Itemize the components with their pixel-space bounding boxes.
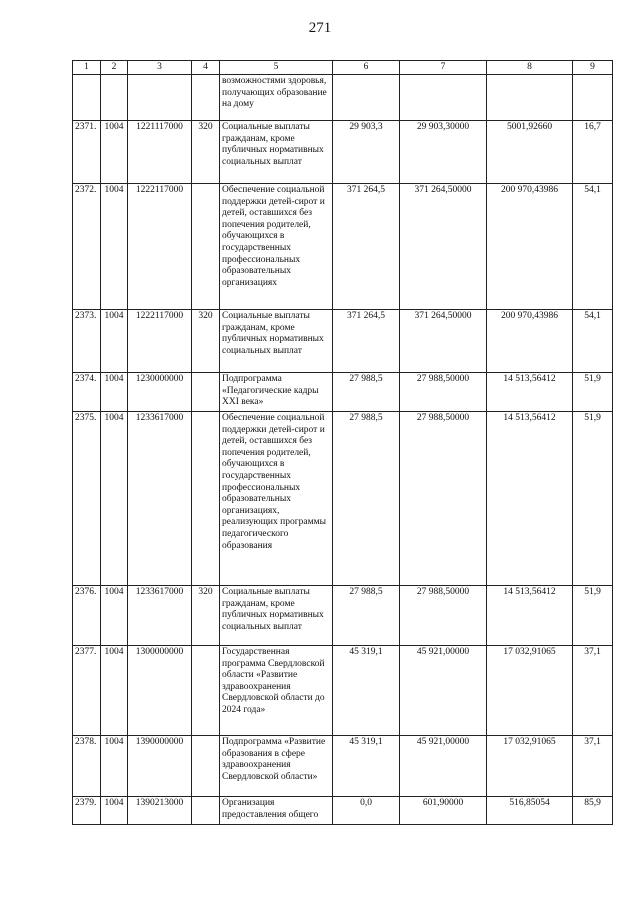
- execution-percent: 16,7: [573, 121, 613, 184]
- execution-percent: 37,1: [573, 736, 613, 797]
- target-code: 1222117000: [128, 310, 192, 373]
- approved-amount: 45 921,00000: [400, 646, 487, 736]
- table-row: [73, 373, 613, 412]
- target-code: 1230000000: [128, 373, 192, 412]
- expense-type: [192, 373, 220, 412]
- executed-amount: 17 032,91065: [487, 736, 573, 797]
- row-description: Организация предоставления общего: [220, 797, 333, 825]
- expense-type: [192, 646, 220, 736]
- section-code: 1004: [101, 646, 128, 736]
- planned-amount: [333, 75, 400, 121]
- approved-amount: 371 264,50000: [400, 310, 487, 373]
- row-number: 2374.: [73, 373, 101, 412]
- page-number: 271: [308, 20, 332, 36]
- section-code: 1004: [101, 736, 128, 797]
- planned-amount: 45 319,1: [333, 646, 400, 736]
- section-code: 1004: [101, 121, 128, 184]
- row-description: Подпрограмма «Развитие образования в сфере здравоохранения Свердловской области»: [220, 736, 333, 797]
- row-number: 2373.: [73, 310, 101, 373]
- table-row: [73, 121, 613, 184]
- row-description: возможностями здоровья, получающих образование на дому: [220, 75, 333, 121]
- executed-amount: 200 970,43986: [487, 184, 573, 310]
- executed-amount: 17 032,91065: [487, 646, 573, 736]
- section-code: 1004: [101, 412, 128, 586]
- executed-amount: 14 513,56412: [487, 586, 573, 646]
- target-code: 1300000000: [128, 646, 192, 736]
- row-number: 2371.: [73, 121, 101, 184]
- row-number: 2375.: [73, 412, 101, 586]
- table-row: [73, 75, 613, 121]
- executed-amount: 516,85054: [487, 797, 573, 825]
- table-row: [73, 797, 613, 825]
- table-row: [73, 736, 613, 797]
- table-body: [73, 75, 613, 825]
- section-code: 1004: [101, 184, 128, 310]
- budget-table: [72, 60, 613, 825]
- row-number: 2378.: [73, 736, 101, 797]
- table-row: [73, 184, 613, 310]
- section-code: 1004: [101, 373, 128, 412]
- row-description: Социальные выплаты гражданам, кроме публичных нормативных социальных выплат: [220, 121, 333, 184]
- execution-percent: 51,9: [573, 586, 613, 646]
- table-row: [73, 310, 613, 373]
- column-header: 5: [220, 61, 333, 75]
- execution-percent: 37,1: [573, 646, 613, 736]
- executed-amount: 14 513,56412: [487, 412, 573, 586]
- expense-type: 320: [192, 121, 220, 184]
- row-number: 2372.: [73, 184, 101, 310]
- expense-type: [192, 412, 220, 586]
- approved-amount: 601,90000: [400, 797, 487, 825]
- row-description: Обеспечение социальной поддержки детей-сирот и детей, оставшихся без попечения родителей, обучающихся в государственных профессиональных образовательных организациях: [220, 184, 333, 310]
- approved-amount: 27 988,50000: [400, 373, 487, 412]
- expense-type: [192, 797, 220, 825]
- column-header: 7: [400, 61, 487, 75]
- execution-percent: 51,9: [573, 412, 613, 586]
- target-code: 1233617000: [128, 586, 192, 646]
- expense-type: [192, 736, 220, 797]
- row-number: 2376.: [73, 586, 101, 646]
- column-header: 8: [487, 61, 573, 75]
- row-description: Подпрограмма «Педагогические кадры XXI века»: [220, 373, 333, 412]
- expense-type: [192, 184, 220, 310]
- approved-amount: 29 903,30000: [400, 121, 487, 184]
- planned-amount: 45 319,1: [333, 736, 400, 797]
- header-row: [73, 61, 613, 75]
- column-header: 3: [128, 61, 192, 75]
- section-code: 1004: [101, 797, 128, 825]
- row-number: 2377.: [73, 646, 101, 736]
- planned-amount: 27 988,5: [333, 412, 400, 586]
- planned-amount: 27 988,5: [333, 373, 400, 412]
- row-description: Социальные выплаты гражданам, кроме публичных нормативных социальных выплат: [220, 310, 333, 373]
- target-code: 1390213000: [128, 797, 192, 825]
- approved-amount: 27 988,50000: [400, 412, 487, 586]
- execution-percent: 51,9: [573, 373, 613, 412]
- expense-type: 320: [192, 586, 220, 646]
- column-header: 4: [192, 61, 220, 75]
- execution-percent: 54,1: [573, 310, 613, 373]
- target-code: 1390000000: [128, 736, 192, 797]
- row-number: 2379.: [73, 797, 101, 825]
- column-header: 6: [333, 61, 400, 75]
- column-header: 2: [101, 61, 128, 75]
- expense-type: 320: [192, 310, 220, 373]
- planned-amount: 371 264,5: [333, 310, 400, 373]
- section-code: [101, 75, 128, 121]
- approved-amount: 45 921,00000: [400, 736, 487, 797]
- executed-amount: 5001,92660: [487, 121, 573, 184]
- planned-amount: 27 988,5: [333, 586, 400, 646]
- column-header: 1: [73, 61, 101, 75]
- executed-amount: 14 513,56412: [487, 373, 573, 412]
- target-code: 1221117000: [128, 121, 192, 184]
- column-header: 9: [573, 61, 613, 75]
- section-code: 1004: [101, 586, 128, 646]
- row-description: Государственная программа Свердловской области «Развитие здравоохранения Свердловской области до 2024 года»: [220, 646, 333, 736]
- table-row: [73, 412, 613, 586]
- executed-amount: 200 970,43986: [487, 310, 573, 373]
- table-row: [73, 586, 613, 646]
- execution-percent: [573, 75, 613, 121]
- approved-amount: 27 988,50000: [400, 586, 487, 646]
- target-code: 1233617000: [128, 412, 192, 586]
- row-number: [73, 75, 101, 121]
- planned-amount: 29 903,3: [333, 121, 400, 184]
- approved-amount: 371 264,50000: [400, 184, 487, 310]
- execution-percent: 85,9: [573, 797, 613, 825]
- execution-percent: 54,1: [573, 184, 613, 310]
- approved-amount: [400, 75, 487, 121]
- planned-amount: 371 264,5: [333, 184, 400, 310]
- row-description: Обеспечение социальной поддержки детей-сирот и детей, оставшихся без попечения родителей, обучающихся в государственных профессиональных образовательных организациях, реализующих программы педагогического образования: [220, 412, 333, 586]
- executed-amount: [487, 75, 573, 121]
- section-code: 1004: [101, 310, 128, 373]
- target-code: 1222117000: [128, 184, 192, 310]
- target-code: [128, 75, 192, 121]
- row-description: Социальные выплаты гражданам, кроме публичных нормативных социальных выплат: [220, 586, 333, 646]
- expense-type: [192, 75, 220, 121]
- planned-amount: 0,0: [333, 797, 400, 825]
- table-row: [73, 646, 613, 736]
